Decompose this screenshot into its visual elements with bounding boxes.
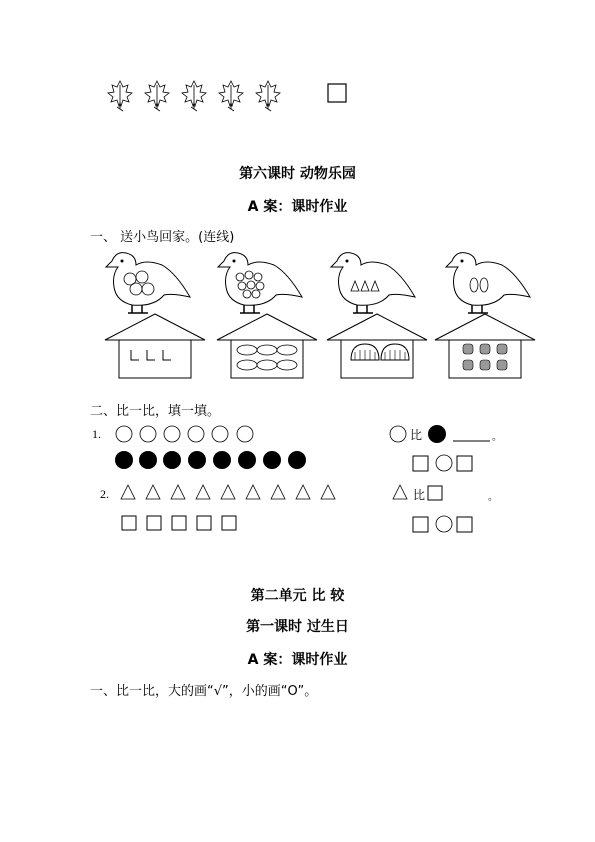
birds-and-houses [0, 245, 595, 395]
filled-circle-row [115, 451, 306, 469]
answer-box [328, 84, 346, 102]
unit-question-1-prompt: 一、比一比，大的画“√”，小的画“O”。 [90, 684, 318, 699]
answer-boxes-1 [413, 455, 472, 471]
maple-leaf-row [0, 0, 595, 130]
bird-4 [446, 253, 530, 313]
item-2-number: 2. [100, 487, 109, 501]
bird-1 [106, 253, 190, 313]
filled-circle-icon [428, 425, 446, 443]
square-icon [428, 486, 442, 500]
unit-subtitle: A 案：课时作业 [247, 652, 348, 668]
unit-lesson-title: 第一课时 过生日 [246, 619, 349, 635]
hollow-circle-row [116, 426, 253, 442]
end-mark-1: 。 [492, 432, 502, 443]
question-2-prompt: 二、比一比，填一填。 [90, 404, 221, 419]
maple-leaf-icon [108, 81, 132, 111]
unit-title: 第二单元 比 较 [250, 588, 345, 604]
triangle-icon [393, 485, 407, 499]
compare-word-2: 比 [413, 488, 426, 502]
answer-boxes-2 [413, 516, 472, 532]
maple-leaf-icon [182, 81, 206, 111]
hollow-circle-icon [390, 426, 406, 442]
maple-leaf-icon [219, 81, 243, 111]
item-1-shapes [0, 420, 595, 480]
compare-word-1: 比 [410, 428, 423, 442]
item-2-shapes [0, 480, 595, 540]
lesson-subtitle: A 案：课时作业 [247, 199, 348, 215]
maple-leaf-icon [145, 81, 169, 111]
lesson-title: 第六课时 动物乐园 [239, 166, 356, 182]
bird-2 [218, 253, 302, 313]
house-2 [217, 314, 317, 378]
square-row [122, 516, 236, 530]
house-3 [327, 314, 427, 378]
maple-leaf-icon [256, 81, 280, 111]
bird-3 [331, 253, 415, 313]
triangle-row [121, 485, 335, 499]
house-1 [105, 314, 205, 378]
end-mark-2: 。 [488, 492, 498, 503]
house-4 [435, 314, 535, 378]
item-1-number: 1. [92, 427, 101, 441]
question-1-prompt: 一、 送小鸟回家。(连线) [90, 230, 235, 245]
